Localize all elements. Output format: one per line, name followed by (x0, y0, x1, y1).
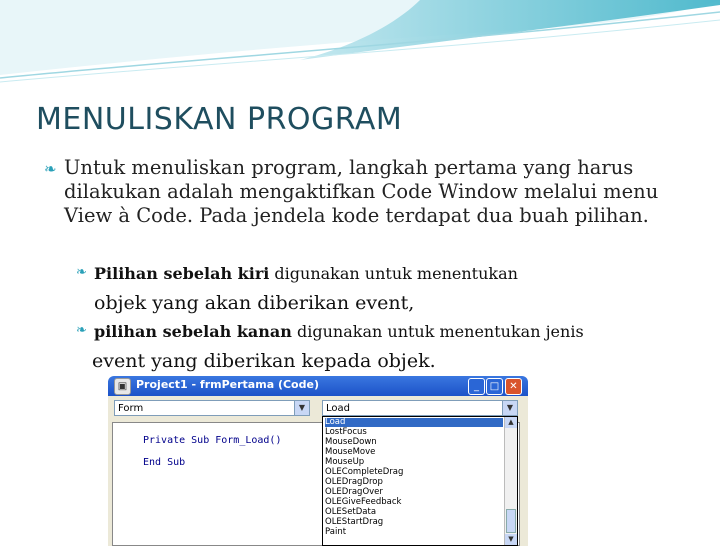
dropdown-item[interactable]: OLEDragOver (325, 487, 383, 497)
feather-bullet-icon: ❧ (76, 265, 87, 280)
chevron-down-icon[interactable]: ▼ (502, 401, 517, 415)
code-window-title: Project1 - frmPertama (Code) (136, 378, 319, 391)
chevron-down-icon[interactable]: ▼ (294, 401, 309, 415)
object-combo-value: Form (118, 403, 144, 414)
close-icon[interactable]: ✕ (505, 378, 522, 395)
dropdown-item[interactable]: OLESetData (325, 507, 377, 517)
dropdown-item[interactable]: MouseMove (325, 447, 376, 457)
sub-bullet-right-bold: pilihan sebelah kanan (94, 322, 292, 341)
dropdown-item[interactable]: Paint (325, 527, 347, 537)
object-combo[interactable] (114, 400, 310, 416)
procedure-combo-value: Load (326, 403, 350, 414)
feather-bullet-icon: ❧ (76, 323, 87, 338)
dropdown-scrollbar[interactable] (504, 417, 517, 545)
sub-bullet-left (94, 264, 518, 283)
dropdown-item[interactable]: OLEGiveFeedback (325, 497, 402, 507)
dropdown-item[interactable]: Load (325, 418, 503, 427)
procedure-combo[interactable] (322, 400, 518, 416)
dropdown-item[interactable]: OLECompleteDrag (325, 467, 404, 477)
slide-title: MENULISKAN PROGRAM (36, 102, 403, 137)
scroll-up-arrow-icon[interactable]: ▲ (505, 417, 517, 428)
header-wave-decoration (0, 0, 720, 90)
code-window-titlebar (108, 376, 528, 396)
sub-bullet-right (94, 322, 584, 341)
dropdown-item[interactable]: MouseDown (325, 437, 377, 447)
sub-bullet-right-text: digunakan untuk menentukan jenis (291, 322, 584, 341)
code-window (108, 376, 528, 546)
maximize-icon[interactable]: □ (486, 378, 503, 395)
dropdown-item[interactable]: MouseUp (325, 457, 365, 467)
dropdown-item[interactable]: OLEDragDrop (325, 477, 383, 487)
dropdown-item[interactable]: OLEStartDrag (325, 517, 384, 527)
code-line: End Sub (143, 457, 186, 468)
code-line: Private Sub Form_Load() (143, 435, 282, 446)
scroll-down-arrow-icon[interactable]: ▼ (505, 534, 517, 545)
scrollbar-thumb[interactable] (506, 509, 516, 533)
procedure-dropdown-list[interactable] (322, 416, 518, 546)
dropdown-item[interactable]: LostFocus (325, 427, 367, 437)
feather-bullet-icon: ❧ (44, 160, 57, 178)
minimize-icon[interactable]: _ (468, 378, 485, 395)
sub-bullet-left-bold: Pilihan sebelah kiri (94, 264, 270, 283)
sub-bullet-left-continuation: objek yang akan diberikan event, (94, 292, 415, 314)
main-paragraph: Untuk menuliskan program, langkah pertama yang harus dilakukan adalah mengaktifkan Code Window melalui menu View à Code. Pada jendela kode terdapat dua buah pilihan. (64, 156, 659, 227)
sub-bullet-right-continuation: event yang diberikan kepada objek. (92, 350, 436, 372)
sub-bullet-left-text: digunakan untuk menentukan (269, 264, 518, 283)
window-app-icon: ▣ (114, 378, 131, 395)
